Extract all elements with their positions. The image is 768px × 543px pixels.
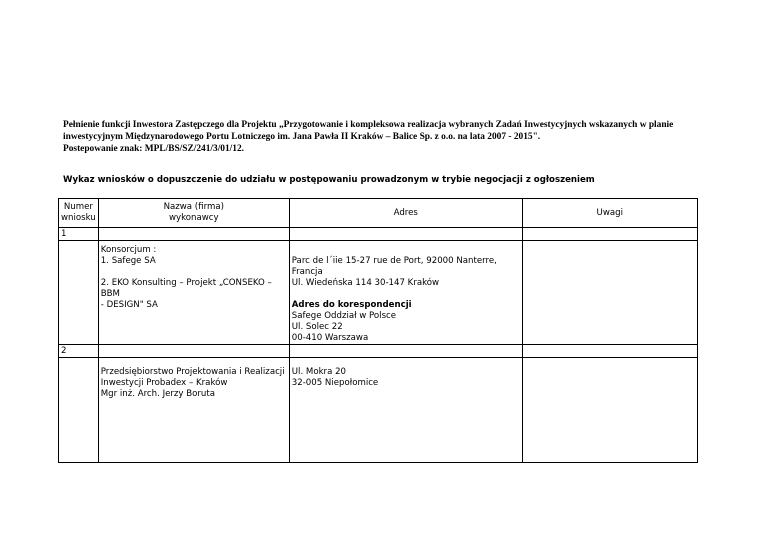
- table-row: [59, 345, 698, 358]
- row-number: 2: [59, 345, 99, 358]
- applications-table: [58, 198, 698, 463]
- row-notes: [522, 358, 697, 463]
- header-line-1: Pełnienie funkcji Inwestora Zastępczego dla Projektu „Przygotowanie i kompleksowa realizacja wybranych Zadań Inwestycyjnych wskazanych w planie: [63, 120, 674, 130]
- row-name: Konsorcjum : 1. Safege SA 2. EKO Konsulting – Projekt „CONSEKO –BBM - DESIGN" SA: [98, 241, 289, 345]
- empty-cell: [98, 345, 289, 358]
- row-address: Ul. Mokra 20 32-005 Niepołomice: [289, 358, 522, 463]
- table-title: Wykaz wniosków o dopuszczenie do udziału w postępowaniu prowadzonym w trybie negocjacji z ogłoszeniem: [63, 175, 595, 185]
- row-number: 1: [59, 228, 99, 241]
- empty-cell: [522, 228, 697, 241]
- empty-cell: [522, 345, 697, 358]
- header-name: Nazwa (firma) wykonawcy: [98, 199, 289, 228]
- table-header-row: [59, 199, 698, 228]
- row-address: Parc de l´iie 15-27 rue de Port, 92000 Nanterre, Francja Ul. Wiedeńska 114 30-147 Kraków Adres do korespondencji Safege Oddział w Polsce Ul. Solec 22 00-410 Warszawa: [289, 241, 522, 345]
- correspondence-label: Adres do korespondencji: [291, 300, 412, 310]
- empty-cell: [289, 345, 522, 358]
- row-number-spacer: [59, 358, 99, 463]
- document-header: [63, 119, 713, 155]
- header-line-3: Postepowanie znak: MPL/BS/SZ/241/3/01/12.: [63, 144, 245, 154]
- row-notes: [522, 241, 697, 345]
- empty-cell: [98, 228, 289, 241]
- row-name: Przedsiębiorstwo Projektowania i Realizacji Inwestycji Probadex – Kraków Mgr inż. Arch. Jerzy Boruta: [98, 358, 289, 463]
- header-number: Numer wniosku: [59, 199, 99, 228]
- table-row: [59, 241, 698, 345]
- empty-cell: [289, 228, 522, 241]
- header-line-2: inwestycyjnym Międzynarodowego Portu Lotniczego im. Jana Pawła II Kraków – Balice Sp. z o.o. na lata 2007 - 2015".: [63, 132, 541, 142]
- table-row: [59, 358, 698, 463]
- row-number-spacer: [59, 241, 99, 345]
- header-notes: Uwagi: [522, 199, 697, 228]
- table-row: [59, 228, 698, 241]
- header-address: Adres: [289, 199, 522, 228]
